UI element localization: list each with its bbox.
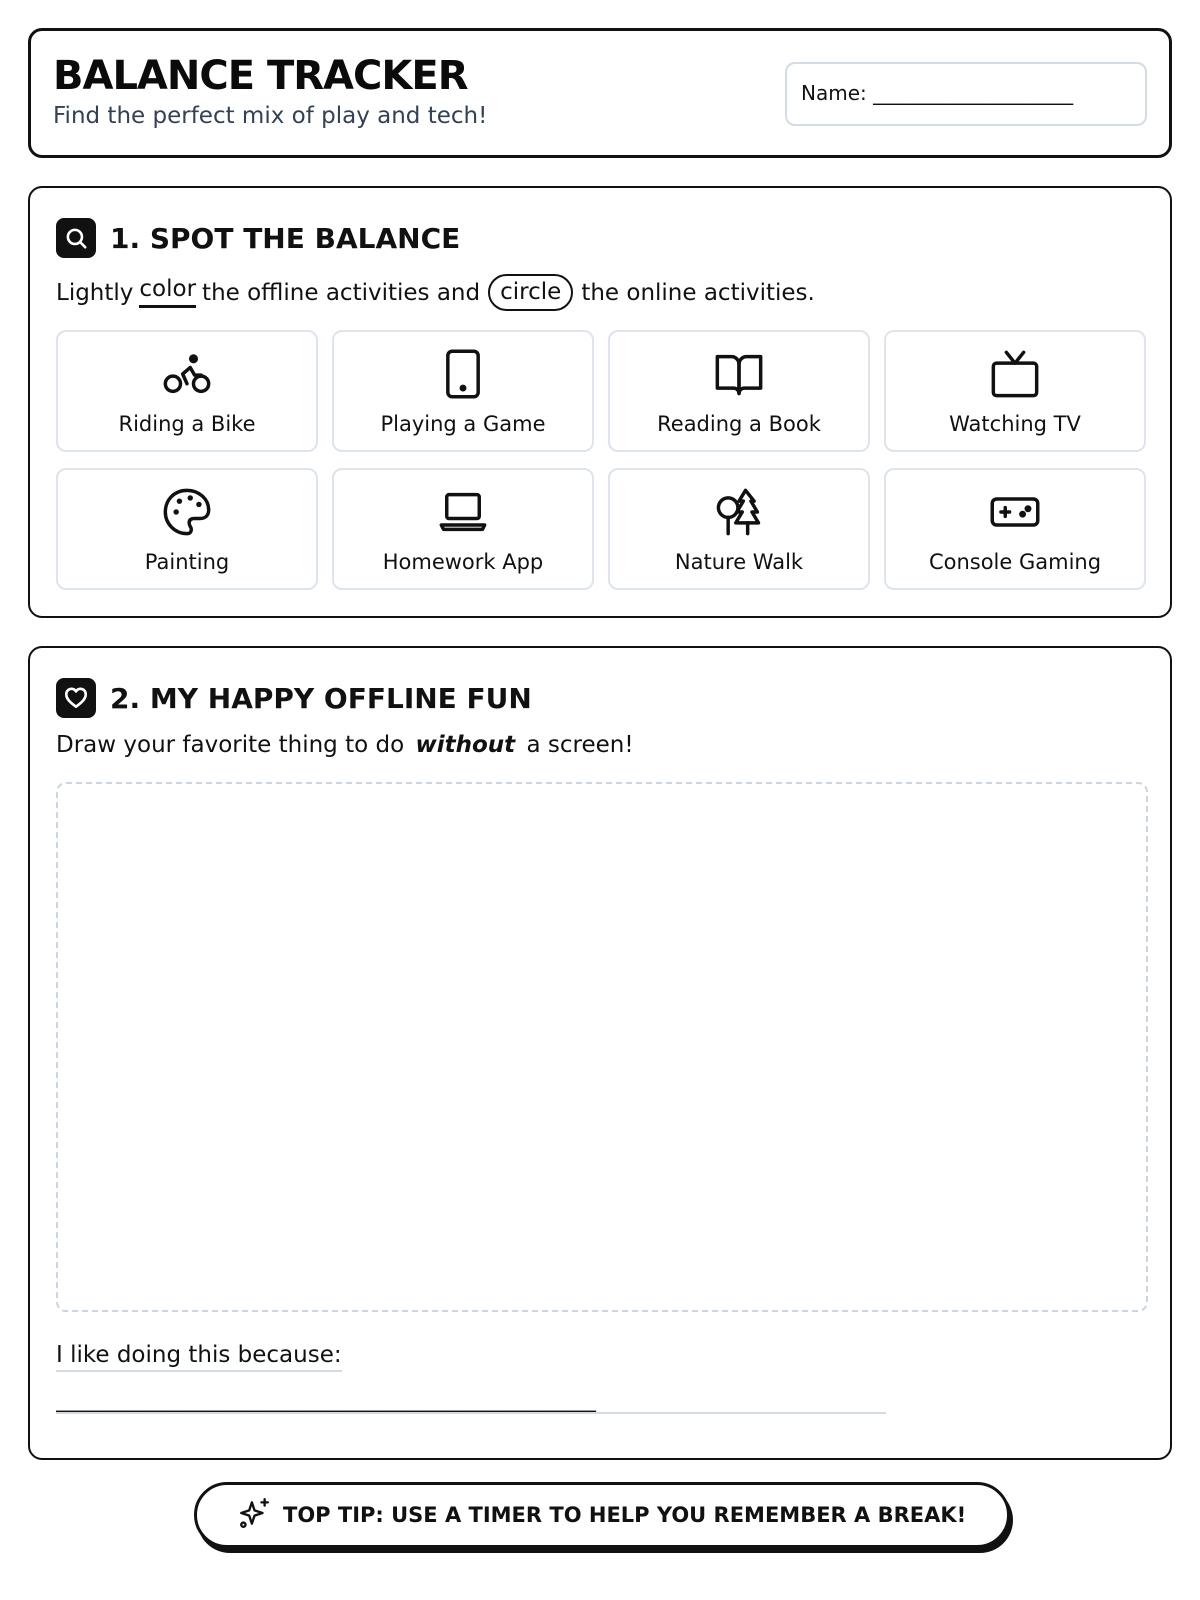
sparkle-icon xyxy=(237,1496,271,1534)
activity-label: Playing a Game xyxy=(380,412,546,436)
emphasis-word: without xyxy=(415,732,516,758)
activity-grid xyxy=(56,330,1146,590)
circle-word: circle xyxy=(488,274,573,311)
section-1-heading xyxy=(56,218,460,258)
activity-label: Homework App xyxy=(382,550,544,574)
page-subtitle: Find the perfect mix of play and tech! xyxy=(53,103,488,129)
activity-label: Reading a Book xyxy=(657,412,821,436)
activity-label: Console Gaming xyxy=(928,550,1102,574)
drawing-area[interactable] xyxy=(56,782,1148,1312)
tablet-icon xyxy=(437,348,489,400)
activity-label: Nature Walk xyxy=(674,550,804,574)
section-1-instruction xyxy=(56,274,815,311)
activity-tile[interactable] xyxy=(56,330,318,452)
activity-tile[interactable] xyxy=(332,330,594,452)
name-field[interactable]: Name: ____________________ xyxy=(785,62,1147,126)
because-answer-line[interactable]: ______________________________________________________ xyxy=(56,1388,886,1414)
instruction-text: the offline activities and xyxy=(202,279,481,306)
top-tip-text: TOP TIP: USE A TIMER TO HELP YOU REMEMBER A BREAK! xyxy=(283,1503,967,1527)
activity-tile[interactable] xyxy=(884,330,1146,452)
because-label: I like doing this because: xyxy=(56,1342,342,1372)
spot-the-balance-section xyxy=(28,186,1172,618)
activity-label: Watching TV xyxy=(949,412,1081,436)
bike-icon xyxy=(161,348,213,400)
tv-icon xyxy=(989,348,1041,400)
activity-tile[interactable] xyxy=(56,468,318,590)
instruction-text: the online activities. xyxy=(581,279,815,306)
activity-tile[interactable] xyxy=(884,468,1146,590)
top-tip-banner xyxy=(194,1482,1010,1548)
activity-label: Riding a Bike xyxy=(118,412,256,436)
page-title: BALANCE TRACKER xyxy=(53,53,468,99)
color-word: color xyxy=(139,277,196,308)
search-icon xyxy=(56,218,96,258)
gamepad-icon xyxy=(989,486,1041,538)
section-1-title: 1. SPOT THE BALANCE xyxy=(110,221,461,255)
activity-label: Painting xyxy=(144,550,230,574)
instruction-text: Draw your favorite thing to do xyxy=(56,732,405,758)
section-2-instruction xyxy=(56,732,634,758)
palette-icon xyxy=(161,486,213,538)
activity-tile[interactable] xyxy=(608,330,870,452)
activity-tile[interactable] xyxy=(608,468,870,590)
activity-tile[interactable] xyxy=(332,468,594,590)
trees-icon xyxy=(713,486,765,538)
heart-icon xyxy=(56,678,96,718)
instruction-text: Lightly xyxy=(56,279,134,306)
section-2-title: 2. MY HAPPY OFFLINE FUN xyxy=(110,681,532,715)
laptop-icon xyxy=(437,486,489,538)
section-2-heading xyxy=(56,678,532,718)
instruction-text: a screen! xyxy=(526,732,634,758)
book-icon xyxy=(713,348,765,400)
happy-offline-fun-section xyxy=(28,646,1172,1460)
header-card xyxy=(28,28,1172,158)
